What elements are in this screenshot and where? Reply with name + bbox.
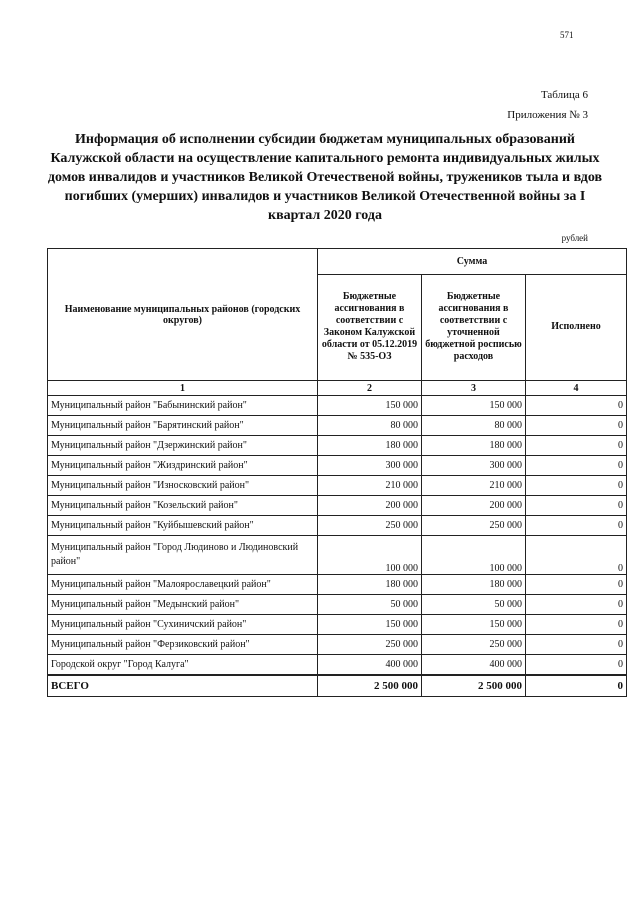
district-name: Муниципальный район "Куйбышевский район" <box>48 516 318 536</box>
plan-amount: 80 000 <box>422 416 526 436</box>
law-amount: 400 000 <box>318 655 422 676</box>
table-row <box>48 416 627 436</box>
executed-amount: 0 <box>526 396 627 416</box>
total-executed-amount: 0 <box>526 675 627 697</box>
unit-label: рублей <box>561 233 588 243</box>
executed-amount: 0 <box>526 436 627 456</box>
law-amount: 50 000 <box>318 595 422 615</box>
law-amount: 100 000 <box>318 536 422 575</box>
district-name: Муниципальный район "Ферзиковский район" <box>48 635 318 655</box>
law-amount: 250 000 <box>318 635 422 655</box>
table-row <box>48 635 627 655</box>
table-row <box>48 516 627 536</box>
plan-amount: 200 000 <box>422 496 526 516</box>
law-amount: 150 000 <box>318 615 422 635</box>
executed-amount: 0 <box>526 496 627 516</box>
executed-amount: 0 <box>526 595 627 615</box>
district-name: Муниципальный район "Сухиничский район" <box>48 615 318 635</box>
col-number: 1 <box>48 381 318 396</box>
plan-amount: 180 000 <box>422 575 526 595</box>
executed-amount: 0 <box>526 516 627 536</box>
district-name: Муниципальный район "Малоярославецкий район" <box>48 575 318 595</box>
law-amount: 150 000 <box>318 396 422 416</box>
law-amount: 80 000 <box>318 416 422 436</box>
col-number: 2 <box>318 381 422 396</box>
district-name: Муниципальный район "Износковский район" <box>48 476 318 496</box>
total-law-amount: 2 500 000 <box>318 675 422 697</box>
executed-amount: 0 <box>526 575 627 595</box>
table-row <box>48 476 627 496</box>
district-name: Муниципальный район "Бабынинский район" <box>48 396 318 416</box>
table-row <box>48 595 627 615</box>
header-sum: Сумма <box>318 249 627 275</box>
executed-amount: 0 <box>526 655 627 676</box>
table-row <box>48 536 627 575</box>
table-row <box>48 575 627 595</box>
law-amount: 250 000 <box>318 516 422 536</box>
appendix-label: Приложения № 3 <box>507 109 588 121</box>
executed-amount: 0 <box>526 635 627 655</box>
total-plan-amount: 2 500 000 <box>422 675 526 697</box>
law-amount: 210 000 <box>318 476 422 496</box>
table-row <box>48 456 627 476</box>
plan-amount: 250 000 <box>422 635 526 655</box>
plan-amount: 400 000 <box>422 655 526 676</box>
plan-amount: 100 000 <box>422 536 526 575</box>
district-name: Муниципальный район "Город Людиново и Людиновский район" <box>48 536 318 575</box>
executed-amount: 0 <box>526 536 627 575</box>
plan-amount: 250 000 <box>422 516 526 536</box>
district-name: Городской округ "Город Калуга" <box>48 655 318 676</box>
page-number: 571 <box>560 30 574 40</box>
total-row <box>48 675 627 697</box>
plan-amount: 210 000 <box>422 476 526 496</box>
plan-amount: 50 000 <box>422 595 526 615</box>
table-row <box>48 615 627 635</box>
executed-amount: 0 <box>526 476 627 496</box>
district-name: Муниципальный район "Жиздринский район" <box>48 456 318 476</box>
header-plan: Бюджетные ассигнования в соответствии с уточненной бюджетной росписью расходов <box>422 274 526 380</box>
table-row <box>48 396 627 416</box>
executed-amount: 0 <box>526 416 627 436</box>
plan-amount: 150 000 <box>422 396 526 416</box>
table-row <box>48 436 627 456</box>
header-law: Бюджетные ассигнования в соответствии с Законом Калужской области от 05.12.2019 № 535-ОЗ <box>318 274 422 380</box>
document-title: Информация об исполнении субсидии бюджетам муниципальных образований Калужской области на осуществление капитального ремонта индивидуальных жилых домов инвалидов и участников Великой Отечественой войны, тружеников тыла и вдов погибших (умерших) инвалидов и участников Великой Отечественной войны за I квартал 2020 года <box>47 132 603 223</box>
law-amount: 180 000 <box>318 436 422 456</box>
plan-amount: 180 000 <box>422 436 526 456</box>
law-amount: 180 000 <box>318 575 422 595</box>
table-label: Таблица 6 <box>540 89 588 101</box>
col-number: 4 <box>526 381 627 396</box>
district-name: Муниципальный район "Медынский район" <box>48 595 318 615</box>
executed-amount: 0 <box>526 456 627 476</box>
table-row <box>48 496 627 516</box>
plan-amount: 300 000 <box>422 456 526 476</box>
col-number: 3 <box>422 381 526 396</box>
executed-amount: 0 <box>526 615 627 635</box>
law-amount: 200 000 <box>318 496 422 516</box>
plan-amount: 150 000 <box>422 615 526 635</box>
header-name: Наименование муниципальных районов (городских округов) <box>48 249 318 381</box>
subsidy-table <box>47 248 627 697</box>
table-row <box>48 655 627 676</box>
law-amount: 300 000 <box>318 456 422 476</box>
total-label: ВСЕГО <box>48 675 318 697</box>
district-name: Муниципальный район "Барятинский район" <box>48 416 318 436</box>
district-name: Муниципальный район "Козельский район" <box>48 496 318 516</box>
district-name: Муниципальный район "Дзержинский район" <box>48 436 318 456</box>
header-done: Исполнено <box>526 274 627 380</box>
